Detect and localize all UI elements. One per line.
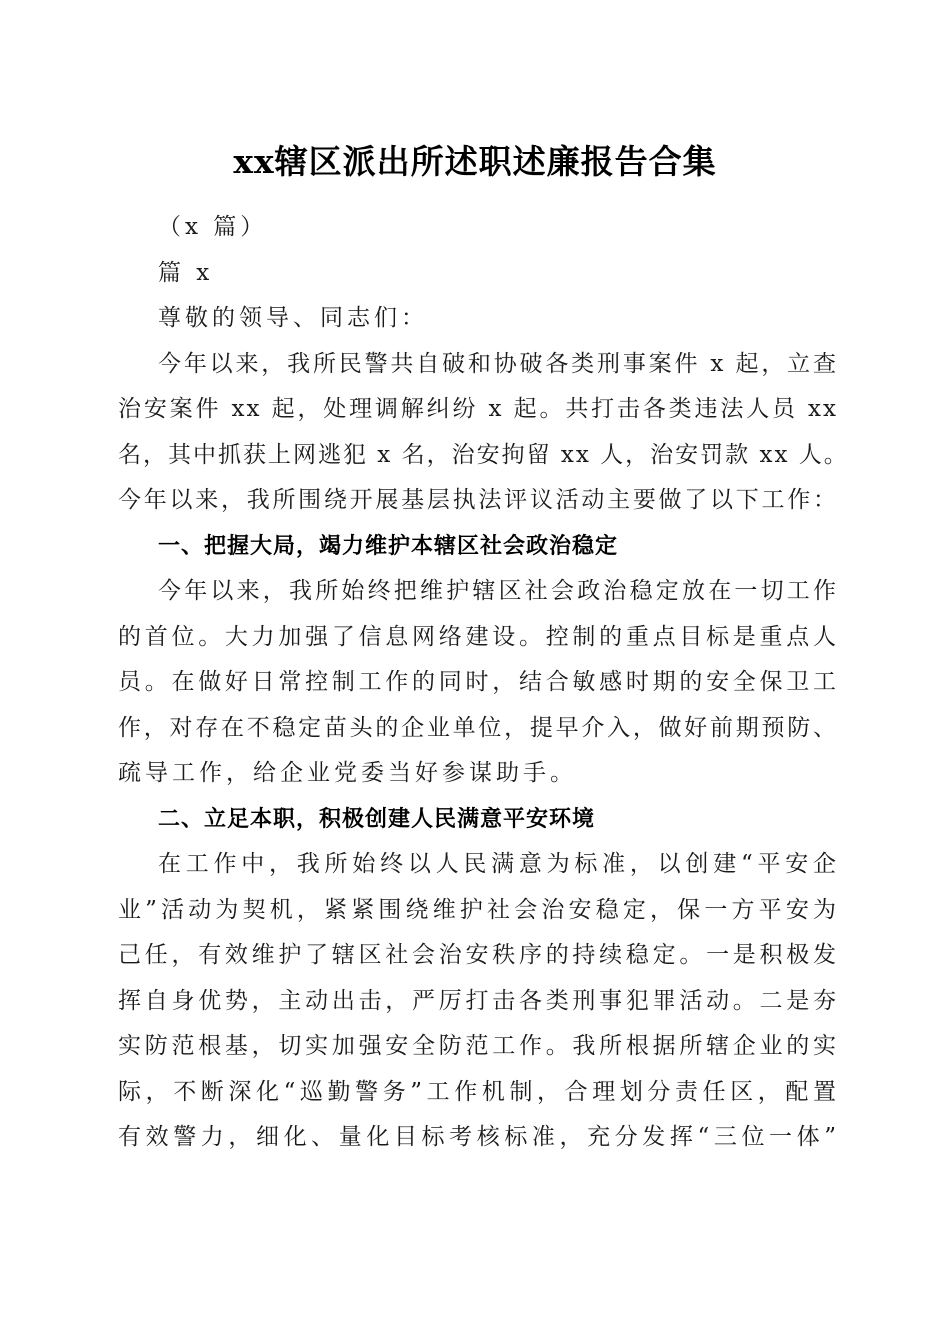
paragraph-line: 名，其中抓获上网逃犯 x 名，治安拘留 xx 人，治安罚款 xx 人。 — [118, 441, 849, 468]
paragraph-line: 挥自身优势，主动出击，严厉打击各类刑事犯罪活动。二是夯 — [118, 987, 838, 1014]
section-heading: 二、立足本职，积极创建人民满意平安环境 — [158, 806, 596, 832]
section-label: 篇 x — [158, 259, 214, 286]
paragraph-line: 治安案件 xx 起，处理调解纠纷 x 起。共打击各类违法人员 xx — [118, 396, 838, 422]
document-title: xx辖区派出所述职述廉报告合集 — [233, 142, 717, 181]
paragraph-line: 在工作中，我所始终以人民满意为标准，以创建“平安企 — [158, 851, 838, 877]
paragraph-line: 疏导工作，给企业党委当好参谋助手。 — [118, 760, 577, 786]
paragraph-line: 作，对存在不稳定苗头的企业单位，提早介入，做好前期预防、 — [118, 714, 838, 741]
document-body — [118, 205, 849, 1161]
paragraph-line: 实防范根基，切实加强安全防范工作。我所根据所辖企业的实 — [118, 1033, 838, 1059]
paragraph-line: 今年以来，我所民警共自破和协破各类刑事案件 x 起，立查 — [158, 350, 838, 377]
paragraph-line: 员。在做好日常控制工作的同时，结合敏感时期的安全保卫工 — [118, 669, 838, 695]
paragraph-line: 际，不断深化“巡勤警务”工作机制，合理划分责任区，配置 — [118, 1078, 838, 1105]
salutation: 尊敬的领导、同志们： — [158, 305, 428, 331]
section-heading: 一、把握大局，竭力维护本辖区社会政治稳定 — [158, 533, 619, 559]
paragraph-line: 的首位。大力加强了信息网络建设。控制的重点目标是重点人 — [118, 623, 838, 650]
subtitle: （x 篇） — [158, 214, 268, 240]
paragraph-line: 己任，有效维护了辖区社会治安秩序的持续稳定。一是积极发 — [118, 942, 838, 968]
paragraph-line: 今年以来，我所围绕开展基层执法评议活动主要做了以下工作： — [118, 487, 838, 513]
paragraph-line: 业”活动为契机，紧紧围绕维护社会治安稳定，保一方平安为 — [118, 896, 838, 923]
paragraph-line: 今年以来，我所始终把维护辖区社会政治稳定放在一切工作 — [158, 578, 838, 604]
paragraph-line: 有效警力，细化、量化目标考核标准，充分发挥“三位一体” — [118, 1124, 838, 1150]
